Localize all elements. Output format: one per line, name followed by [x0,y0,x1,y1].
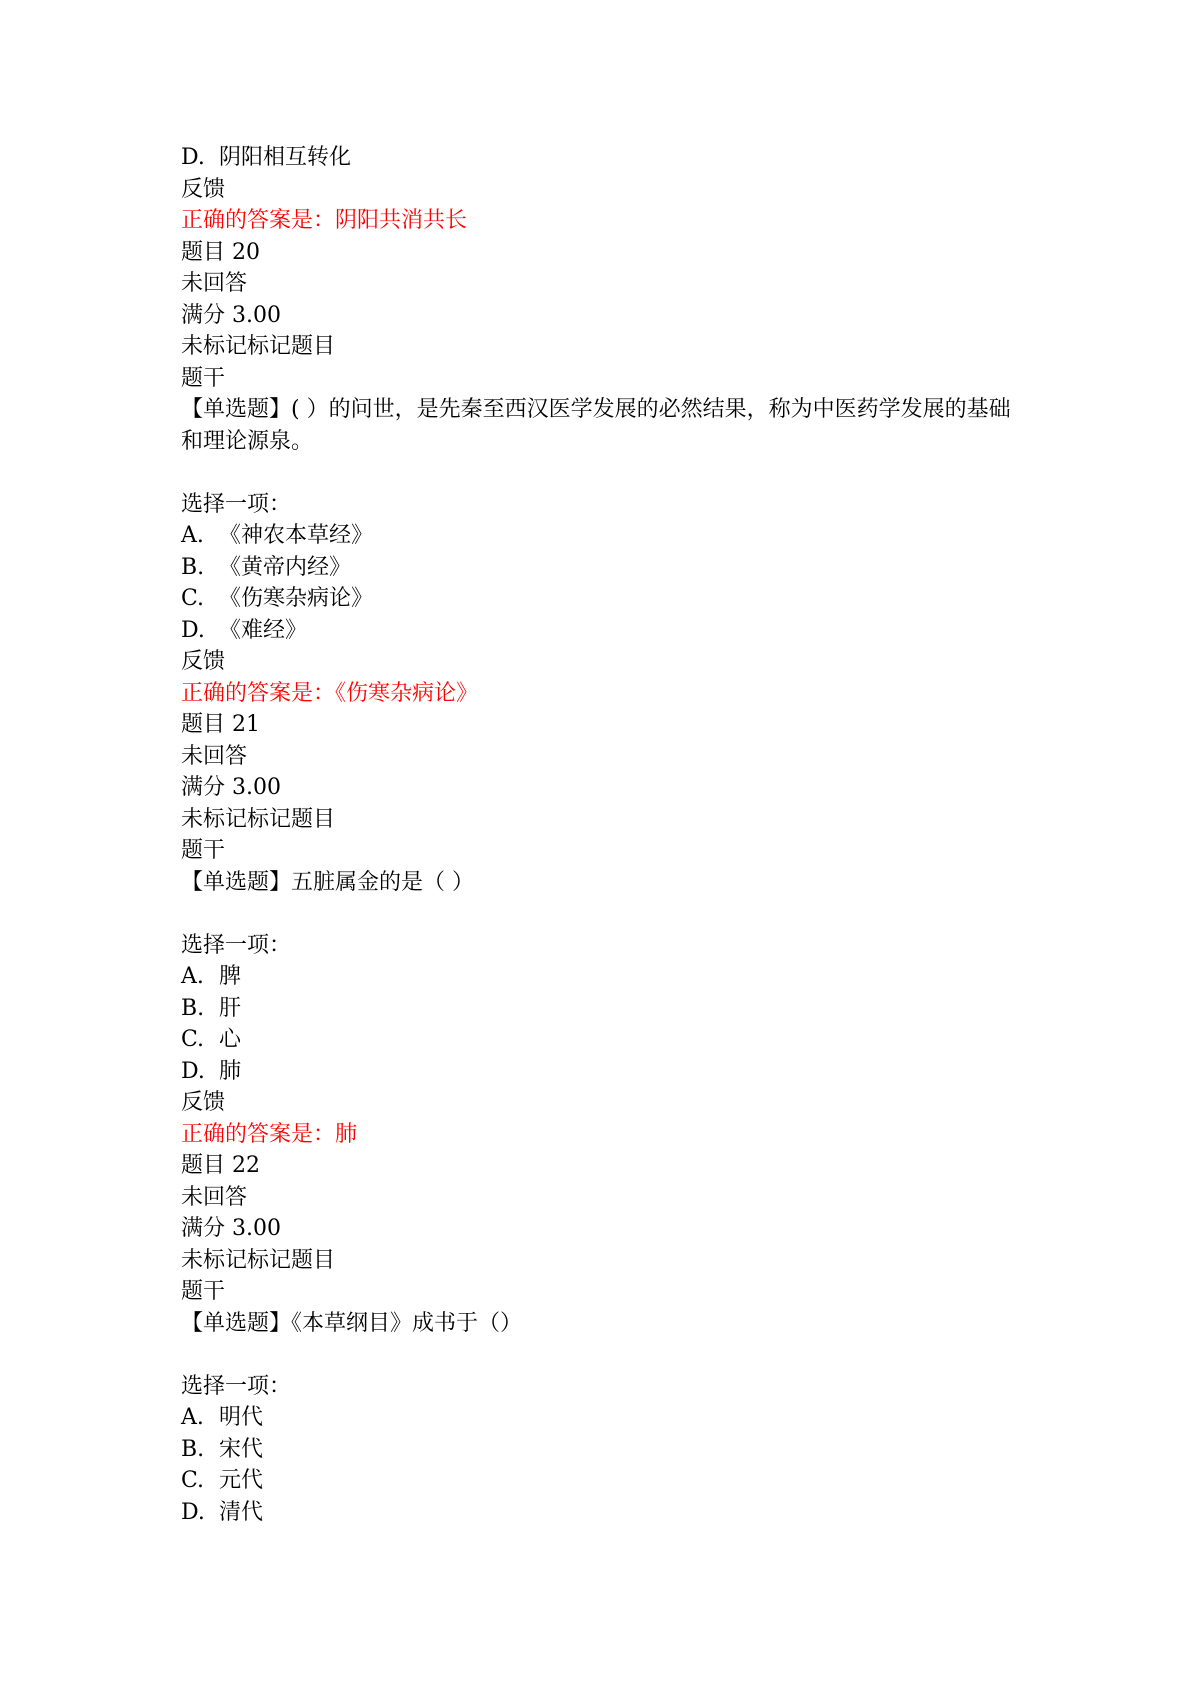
option-a[interactable] [181,961,1041,993]
option-d[interactable] [181,1056,1041,1088]
document-page [181,142,1041,1528]
option-letter: B. [181,1436,205,1462]
option-letter: B. [181,995,205,1021]
option-c[interactable] [181,1024,1041,1056]
flag-question-link[interactable]: 未标记标记题目 [181,334,336,359]
option-text: 脾 [219,964,242,989]
option-text: 元代 [219,1468,264,1493]
option-text: 明代 [219,1405,264,1430]
option-d[interactable] [181,615,1041,647]
correct-answer: 正确的答案是：《伤寒杂病论》 [181,680,479,706]
correct-answer: 正确的答案是：肺 [181,1121,358,1147]
option-letter: D. [181,617,205,643]
question-number: 题目 20 [181,239,260,265]
flag-question-link[interactable]: 未标记标记题目 [181,806,336,832]
question-status: 未回答 [181,1184,248,1210]
option-a[interactable] [181,1402,1041,1434]
option-b[interactable] [181,1434,1041,1466]
feedback-label: 反馈 [181,649,226,674]
spacer [181,457,1041,489]
question-status: 未回答 [181,271,248,296]
option-d [181,142,1041,174]
question-score: 满分 3.00 [181,775,281,800]
flag-question-link[interactable]: 未标记标记题目 [181,1247,336,1273]
question-21 [181,709,1041,1150]
correct-answer: 正确的答案是：阴阳共消共长 [181,208,468,233]
stem-label: 题干 [181,1279,226,1304]
option-b[interactable] [181,552,1041,584]
question-stem: 【单选题】《本草纲目》成书于（） [181,1310,523,1336]
choose-label: 选择一项： [181,491,292,517]
option-a[interactable] [181,520,1041,552]
option-text: 清代 [219,1499,264,1525]
question-stem: 【单选题】五脏属金的是（ ） [181,869,474,895]
option-c[interactable] [181,583,1041,615]
question-score: 满分 3.00 [181,1216,281,1241]
choose-label: 选择一项： [181,932,292,958]
spacer [181,1339,1041,1371]
option-letter: D. [181,1499,205,1525]
option-letter: A. [181,1405,204,1430]
question-number: 题目 22 [181,1153,260,1178]
option-text: 心 [219,1027,242,1052]
option-text: 《伤寒杂病论》 [219,586,374,611]
choose-label: 选择一项： [181,1373,292,1399]
stem-label: 题干 [181,365,226,391]
question-number: 题目 21 [181,712,260,737]
option-text: 《难经》 [219,617,308,643]
option-text: 肺 [219,1058,242,1084]
question-status: 未回答 [181,743,248,769]
option-letter: D. [181,1058,205,1084]
feedback-label: 反馈 [181,176,226,202]
option-text: 《黄帝内经》 [219,554,352,580]
option-text: 肝 [219,995,242,1021]
stem-label: 题干 [181,838,226,863]
question-22 [181,1150,1041,1528]
option-b[interactable] [181,993,1041,1025]
question-stem: 【单选题】( ）的问世，是先秦至西汉医学发展的必然结果，称为中医药学发展的基础和理论源泉。 [181,397,1011,454]
feedback-label: 反馈 [181,1090,226,1115]
option-letter: B. [181,554,205,580]
option-letter: C. [181,1027,205,1052]
option-text: 阴阳相互转化 [219,145,352,170]
option-letter: A. [181,964,204,989]
option-letter: C. [181,586,205,611]
option-letter: D. [181,145,205,170]
option-letter: C. [181,1468,205,1493]
option-c[interactable] [181,1465,1041,1497]
spacer [181,898,1041,930]
question-score: 满分 3.00 [181,302,281,328]
option-text: 《神农本草经》 [219,523,374,548]
option-text: 宋代 [219,1436,264,1462]
option-letter: A. [181,523,204,548]
question-20 [181,237,1041,710]
option-d[interactable] [181,1497,1041,1529]
